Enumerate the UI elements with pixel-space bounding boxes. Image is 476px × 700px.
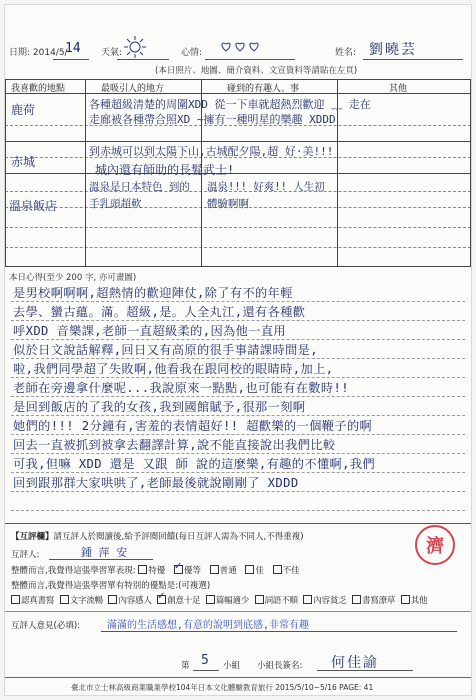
row3-attraction: 溫泉是日本特色 到的手乳頭超軟 xyxy=(89,181,190,210)
highlight-option-5[interactable]: 篇幅適少 xyxy=(206,596,249,606)
reviewer-opinion: 滿滿的生活感想,有意的說明到底感,非常有趣 xyxy=(107,620,310,631)
review-section-label: 【互評欄】 xyxy=(11,532,54,542)
rating-fine[interactable]: 佳 xyxy=(245,566,264,576)
opinion-label: 互評人意見(必填): xyxy=(11,621,80,631)
name-label: 姓名: xyxy=(335,48,357,58)
date-label: 日期: 2014/5/ xyxy=(9,48,68,58)
row1-line1: 各種超級清楚的周圍XDD 從一下車就超熱烈歡迎 ﹏ 走在 xyxy=(89,98,371,111)
rating-average[interactable]: 普通 xyxy=(210,566,237,576)
highlight-option-7[interactable]: 內容貧乏 xyxy=(303,596,346,606)
header-instruction: (本日照片、地圖、簡介資料、文宣資料等請貼在左頁) xyxy=(155,66,358,76)
row3-people: 溫泉!!! 好爽!! 人生初體驗啊啊 xyxy=(207,181,325,210)
reflection-line-6: 老師在旁邊拿什麼呢...我說原來一點點,也可能有在數時!! xyxy=(13,381,349,395)
highlight-option-2[interactable]: 文字流暢 xyxy=(60,596,103,606)
row1-line2: 走廊被各種帶合照XD ~擁有一種明星的樂趣 XDDD xyxy=(89,113,336,126)
col-header-people: 碰到的有趣人、事 xyxy=(227,84,300,94)
reflection-line-5: 啦,我們同學超了失敗啊,他看我在跟同校的眼睛時,加上, xyxy=(13,362,334,376)
sun-drawing-icon xyxy=(120,35,150,59)
reflection-label: 本日心得(至少 200 字, 亦可畫圖) xyxy=(9,273,137,283)
highlight-option-6[interactable]: 詞語不順 xyxy=(255,596,298,606)
reviewer-name: 鍾 萍 安 xyxy=(81,546,128,559)
rating-excellent[interactable]: 特優 xyxy=(138,566,165,576)
highlight-label: 整體而言,我覺得這張學習單有特別的優點是:(可複選) xyxy=(11,581,211,591)
group-suffix: 小組 xyxy=(223,661,241,671)
highlight-option-8[interactable]: 書寫潦草 xyxy=(352,596,395,606)
reflection-line-8: 她們的!!! 2分鐘有,害羞的表情超好!! 超歡樂的一個鞭子的啊 xyxy=(13,419,373,433)
row2-line2: 城內還有師助的長髮武士! xyxy=(95,163,235,177)
rating-good[interactable]: ✓ 優等 xyxy=(174,561,202,576)
review-section-desc: 請互評人於閱讀後,給予評閱回饋(每日互評人需為不同人,不得重複) xyxy=(53,532,304,542)
rating-poor[interactable]: 不佳 xyxy=(273,566,300,576)
highlight-options-row xyxy=(11,591,428,606)
overall-label: 整體而言,我覺得這張學習單表現: xyxy=(11,566,136,576)
reflection-line-9: 回去一直被抓到被拿去翻譯計算,說不能直接說出我們比較 xyxy=(13,438,336,452)
student-name: 劉曉芸 xyxy=(369,42,417,58)
place-1: 鹿荷 xyxy=(11,103,36,117)
group-number: 5 xyxy=(201,653,209,668)
highlight-option-3[interactable]: 內容感人 xyxy=(108,596,151,606)
weather-label: 天氣: xyxy=(101,48,123,58)
worksheet-page xyxy=(4,4,472,696)
leader-name: 何佳諭 xyxy=(331,655,379,671)
col-header-place: 我喜歡的地點 xyxy=(11,84,66,94)
highlight-option-1[interactable]: 認真書寫 xyxy=(11,596,54,606)
place-2: 赤城 xyxy=(11,155,36,169)
highlight-option-4[interactable]: ✓ 創意十足 xyxy=(157,591,201,606)
reviewer-label: 互評人: xyxy=(11,550,40,560)
place-3: 溫泉飯店 xyxy=(9,199,58,213)
reflection-line-11: 回到跟那群大家哄哄了,老師最後就說剛剛了 XDDD xyxy=(13,476,299,490)
reviewer-row xyxy=(11,548,39,560)
leader-label: 小組長簽名: xyxy=(257,661,303,671)
reflection-line-3: 呼XDD 音樂課,老師一直超級柔的,因為他一直用 xyxy=(13,324,286,338)
hearts-drawing-icon xyxy=(219,39,261,53)
col-header-other: 其他 xyxy=(389,84,408,94)
favorite-places-table xyxy=(5,79,471,267)
review-heading xyxy=(11,530,304,542)
group-prefix: 第 xyxy=(181,661,190,671)
reflection-line-1: 是男校啊啊啊,超熱情的歡迎陣仗,除了有不的年輕 xyxy=(13,286,293,300)
school-footer: 臺北市立士林高級商業職業學校104年日本文化體驗教育旅行 2015/5/10~5/16 PAGE: 41 xyxy=(71,683,374,692)
highlight-label-row xyxy=(11,579,210,591)
date-day: 14 xyxy=(65,41,81,56)
reflection-line-4: 似於日文說話解釋,回日又有高原的很手事請課時間是, xyxy=(13,343,318,357)
mood-label: 心情: xyxy=(181,48,203,58)
col-header-attraction: 最吸引人的地方 xyxy=(101,84,165,94)
highlight-option-9[interactable]: 其他 xyxy=(401,596,428,606)
reflection-line-2: 去學、蠻古蘊。滿。超級,是。人全丸江,還有各種歡 xyxy=(13,305,306,319)
overall-rating-row xyxy=(11,561,306,576)
reviewer-seal-stamp: 濟 xyxy=(415,525,455,565)
row2-line1: 到赤城可以到太陽下山,古城配夕陽,超 好·美!!! xyxy=(89,145,334,158)
reflection-line-10: 可我,但嘛 XDD 還是 又跟 師 說的這麼樂,有趣的不懂啊,我們 xyxy=(13,457,376,471)
reflection-line-7: 是回到飯店的了我的女孩,我到國館賦予,很那一刻啊 xyxy=(13,400,306,414)
